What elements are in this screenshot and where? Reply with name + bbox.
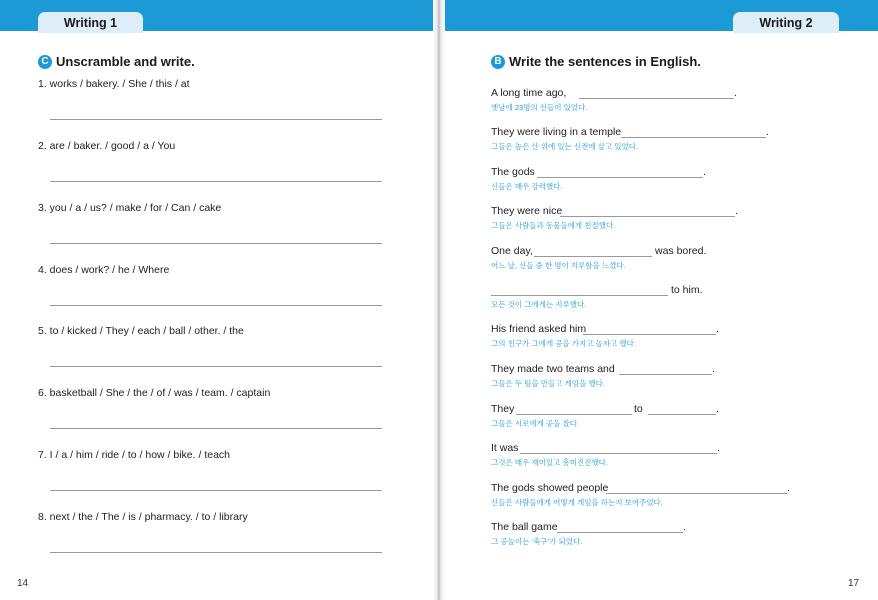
sentence-start: They were nice bbox=[491, 205, 563, 217]
section-b-header bbox=[491, 54, 701, 69]
question-text: 5. to / kicked / They / each / ball / other. / the bbox=[38, 325, 244, 337]
sentence-end: . bbox=[734, 87, 737, 99]
answer-blank[interactable] bbox=[516, 414, 632, 415]
sentence-item bbox=[491, 284, 801, 320]
question-item bbox=[38, 325, 383, 375]
sentence-item bbox=[491, 403, 801, 439]
sentence-item bbox=[491, 442, 801, 478]
sentence-item bbox=[491, 363, 801, 399]
sentence-end: . bbox=[716, 323, 719, 335]
answer-blank[interactable] bbox=[534, 256, 652, 257]
question-text: 2. are / baker. / good / a / You bbox=[38, 140, 176, 152]
korean-hint: 그들은 사람들과 동물들에게 친절했다. bbox=[491, 221, 616, 230]
sentence-start: His friend asked him bbox=[491, 323, 587, 335]
answer-line[interactable] bbox=[50, 428, 382, 429]
answer-line[interactable] bbox=[50, 305, 382, 306]
question-item bbox=[38, 264, 383, 314]
sentence-item bbox=[491, 166, 801, 202]
sentence-middle: to him. bbox=[671, 284, 703, 296]
korean-hint: 모든 것이 그에게는 지루했다. bbox=[491, 300, 587, 309]
answer-line[interactable] bbox=[50, 119, 382, 120]
answer-line[interactable] bbox=[50, 181, 382, 182]
korean-hint: 그들은 서로에게 공을 찼다. bbox=[491, 419, 580, 428]
answer-blank[interactable] bbox=[606, 493, 787, 494]
korean-hint: 그들은 높은 산 위에 있는 신전에 살고 있었다. bbox=[491, 142, 639, 151]
sentence-item bbox=[491, 521, 801, 557]
sentence-start: They were living in a temple bbox=[491, 126, 622, 138]
sentence-end: . bbox=[766, 126, 769, 138]
answer-blank[interactable] bbox=[560, 216, 735, 217]
question-text: 6. basketball / She / the / of / was / team. / captain bbox=[38, 387, 271, 399]
tab-writing-1: Writing 1 bbox=[38, 12, 143, 33]
sentence-start: The gods bbox=[491, 166, 535, 178]
sentence-item bbox=[491, 87, 801, 123]
sentence-item bbox=[491, 482, 801, 518]
answer-blank[interactable] bbox=[619, 374, 712, 375]
question-item bbox=[38, 511, 383, 561]
sentence-end: . bbox=[717, 442, 720, 454]
korean-hint: 옛날에 23명의 신들이 있었다. bbox=[491, 103, 588, 112]
section-c-header bbox=[38, 54, 195, 69]
sentence-start: They made two teams and bbox=[491, 363, 615, 375]
question-text: 1. works / bakery. / She / this / at bbox=[38, 78, 190, 90]
question-text: 7. I / a / him / ride / to / how / bike. / teach bbox=[38, 449, 231, 461]
sentence-middle: to bbox=[634, 403, 643, 415]
answer-blank[interactable] bbox=[579, 98, 734, 99]
sentence-start: It was bbox=[491, 442, 519, 454]
answer-line[interactable] bbox=[50, 552, 382, 553]
korean-hint: 그 공놀이는 ‘축구’가 되었다. bbox=[491, 537, 583, 546]
answer-blank[interactable] bbox=[491, 295, 668, 296]
question-item bbox=[38, 202, 383, 252]
sentence-start: The ball game bbox=[491, 521, 558, 533]
page-number-left: 14 bbox=[17, 578, 29, 589]
page-number-right: 17 bbox=[848, 578, 860, 589]
sentence-item bbox=[491, 323, 801, 359]
korean-hint: 그것은 매우 재미있고 흥미진진했다. bbox=[491, 458, 609, 467]
korean-hint: 어느 날, 신들 중 한 명이 지루함을 느꼈다. bbox=[491, 261, 626, 270]
answer-blank[interactable] bbox=[557, 532, 683, 533]
answer-blank[interactable] bbox=[583, 334, 716, 335]
answer-line[interactable] bbox=[50, 366, 382, 367]
korean-hint: 신들은 사람들에게 어떻게 게임을 하는지 보여주었다. bbox=[491, 498, 663, 507]
answer-blank[interactable] bbox=[537, 177, 703, 178]
korean-hint: 신들은 매우 강력했다. bbox=[491, 182, 563, 191]
answer-line[interactable] bbox=[50, 490, 382, 491]
sentence-end: . bbox=[787, 482, 790, 494]
section-badge: B bbox=[491, 55, 505, 69]
sentence-middle: was bored. bbox=[655, 245, 707, 257]
section-title: Unscramble and write. bbox=[56, 54, 195, 69]
section-title: Write the sentences in English. bbox=[509, 54, 701, 69]
sentence-start: The gods showed people bbox=[491, 482, 609, 494]
question-item bbox=[38, 78, 383, 128]
answer-blank[interactable] bbox=[648, 414, 716, 415]
question-text: 3. you / a / us? / make / for / Can / cake bbox=[38, 202, 222, 214]
sentence-start: One day, bbox=[491, 245, 533, 257]
question-item bbox=[38, 449, 383, 499]
sentence-item bbox=[491, 126, 801, 162]
question-item bbox=[38, 140, 383, 190]
sentence-end: . bbox=[683, 521, 686, 533]
sentence-start: They bbox=[491, 403, 515, 415]
sentence-item bbox=[491, 245, 801, 281]
sentence-end: . bbox=[716, 403, 719, 415]
answer-line[interactable] bbox=[50, 243, 382, 244]
answer-blank[interactable] bbox=[520, 453, 717, 454]
sentence-start: A long time ago, bbox=[491, 87, 567, 99]
sentence-end: . bbox=[712, 363, 715, 375]
sentence-end: . bbox=[735, 205, 738, 217]
sentence-end: . bbox=[703, 166, 706, 178]
korean-hint: 그의 친구가 그에게 공을 가지고 놀자고 했다. bbox=[491, 339, 636, 348]
section-badge: C bbox=[38, 55, 52, 69]
question-text: 4. does / work? / he / Where bbox=[38, 264, 170, 276]
answer-blank[interactable] bbox=[621, 137, 766, 138]
book-spine bbox=[433, 0, 445, 600]
question-text: 8. next / the / The / is / pharmacy. / to / library bbox=[38, 511, 248, 523]
question-item bbox=[38, 387, 383, 437]
sentence-item bbox=[491, 205, 801, 241]
tab-writing-2: Writing 2 bbox=[733, 12, 839, 33]
korean-hint: 그들은 두 팀을 만들고 게임을 했다. bbox=[491, 379, 605, 388]
